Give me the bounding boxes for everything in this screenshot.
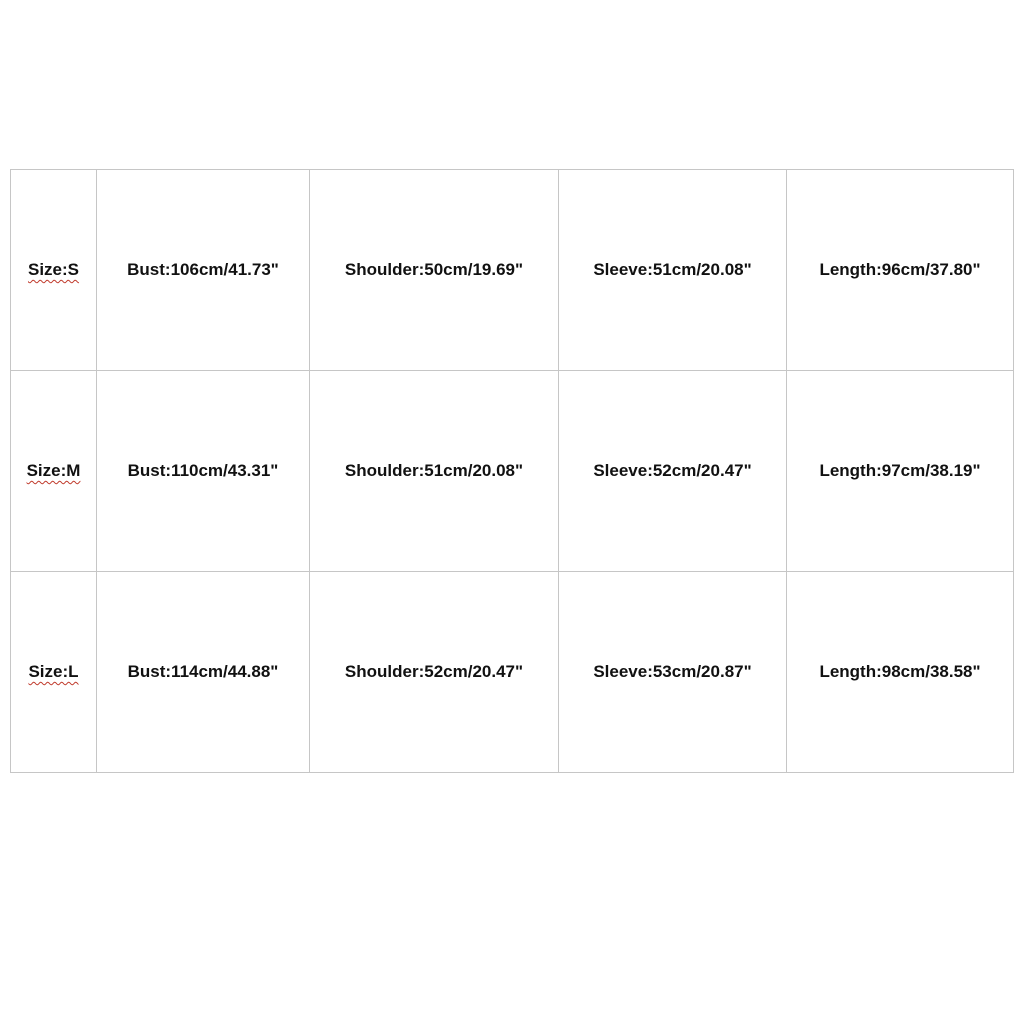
size-cell (11, 170, 97, 371)
size-label: Size:S (27, 260, 80, 279)
shoulder-cell: Shoulder:50cm/19.69" (310, 170, 559, 371)
bust-cell: Bust:106cm/41.73" (97, 170, 310, 371)
length-cell: Length:97cm/38.19" (787, 371, 1014, 572)
shoulder-cell: Shoulder:52cm/20.47" (310, 572, 559, 773)
size-label: Size:M (26, 461, 81, 480)
length-cell: Length:98cm/38.58" (787, 572, 1014, 773)
size-chart-table (10, 169, 1014, 773)
size-label: Size:L (28, 662, 79, 681)
sleeve-cell: Sleeve:52cm/20.47" (559, 371, 787, 572)
table-row (11, 371, 1014, 572)
sleeve-cell: Sleeve:51cm/20.08" (559, 170, 787, 371)
sleeve-cell: Sleeve:53cm/20.87" (559, 572, 787, 773)
table-row (11, 572, 1014, 773)
bust-cell: Bust:114cm/44.88" (97, 572, 310, 773)
length-cell: Length:96cm/37.80" (787, 170, 1014, 371)
bust-cell: Bust:110cm/43.31" (97, 371, 310, 572)
shoulder-cell: Shoulder:51cm/20.08" (310, 371, 559, 572)
size-cell (11, 572, 97, 773)
table-row (11, 170, 1014, 371)
size-cell (11, 371, 97, 572)
